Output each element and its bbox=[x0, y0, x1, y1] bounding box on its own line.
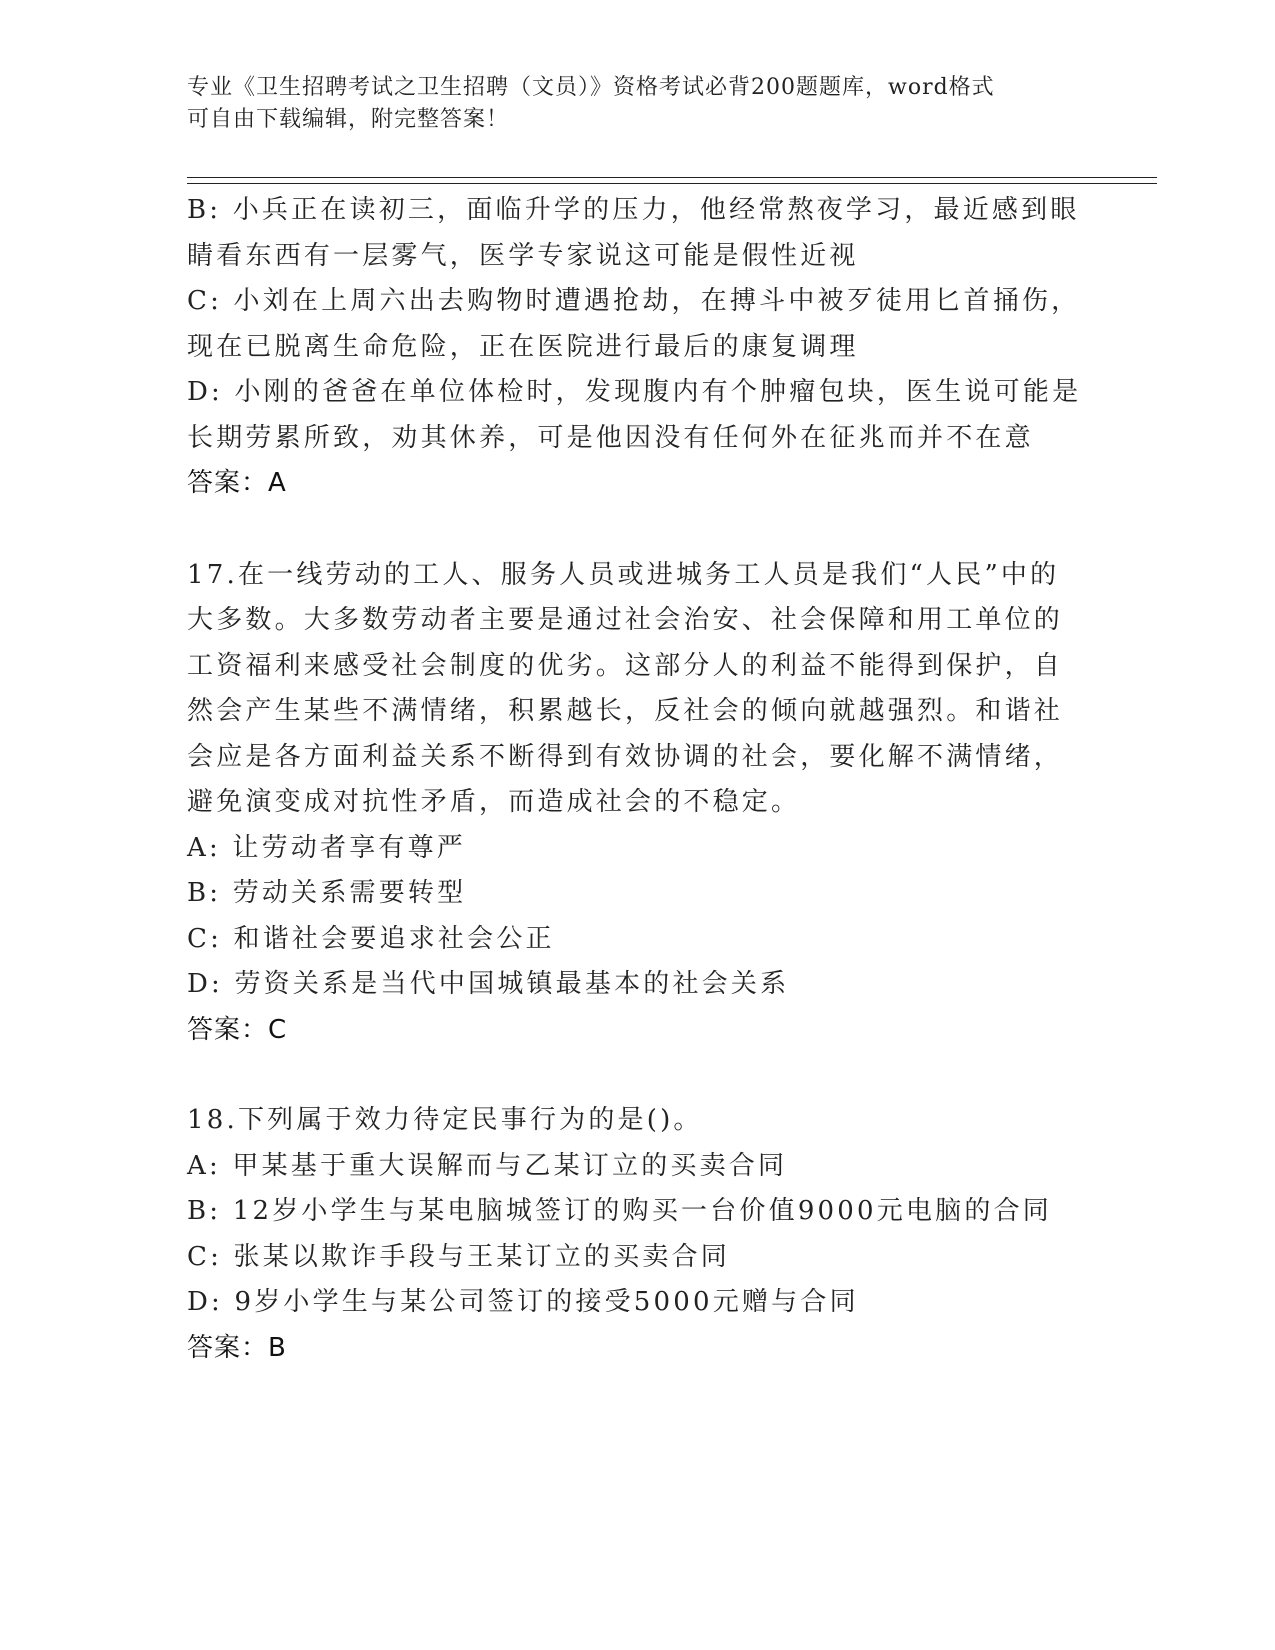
option-b-line-2: 睛看东西有一层雾气，医学专家说这可能是假性近视 bbox=[187, 240, 859, 271]
question-16-tail bbox=[187, 188, 1087, 507]
question-18 bbox=[187, 1098, 1087, 1371]
answer-18: 答案：B bbox=[187, 1332, 287, 1363]
option-d-line-1: D: 小刚的爸爸在单位体检时，发现腹内有个肿瘤包块，医生说可能是 bbox=[187, 377, 1082, 407]
header-divider-top bbox=[187, 177, 1157, 178]
question-17-stem-line-5: 会应是各方面利益关系不断得到有效协调的社会，要化解不满情绪， bbox=[187, 741, 1064, 772]
question-17 bbox=[187, 553, 1087, 1054]
option-d-line-2: 长期劳累所致，劝其休养，可是他因没有任何外在征兆而并不在意 bbox=[187, 422, 1034, 453]
answer-17: 答案：C bbox=[187, 1014, 288, 1045]
question-17-option-d: D: 劳资关系是当代中国城镇最基本的社会关系 bbox=[187, 969, 790, 999]
option-b-line-1: B: 小兵正在读初三，面临升学的压力，他经常熬夜学习，最近感到眼 bbox=[187, 195, 1080, 225]
header-line-1: 专业《卫生招聘考试之卫生招聘（文员）》资格考试必背200题题库，word格式 bbox=[187, 75, 995, 100]
question-17-stem-line-6: 避免演变成对抗性矛盾，而造成社会的不稳定。 bbox=[187, 787, 801, 817]
question-18-stem: 18.下列属于效力待定民事行为的是()。 bbox=[187, 1105, 703, 1135]
question-18-option-b: B: 12岁小学生与某电脑城签订的购买一台价值9000元电脑的合同 bbox=[187, 1196, 1052, 1226]
document-body bbox=[187, 188, 1087, 1371]
question-17-option-c: C: 和谐社会要追求社会公正 bbox=[187, 923, 555, 954]
question-17-stem-line-3: 工资福利来感受社会制度的优劣。这部分人的利益不能得到保护，自 bbox=[187, 650, 1064, 681]
question-17-option-b: B: 劳动关系需要转型 bbox=[187, 878, 467, 908]
spacer bbox=[187, 507, 1087, 553]
question-17-stem-line-2: 大多数。大多数劳动者主要是通过社会治安、社会保障和用工单位的 bbox=[187, 605, 1064, 635]
question-18-option-c: C: 张某以欺诈手段与王某订立的买卖合同 bbox=[187, 1241, 730, 1272]
header-divider-bottom bbox=[187, 183, 1157, 184]
option-c-line-1: C: 小刘在上周六出去购物时遭遇抢劫，在搏斗中被歹徒用匕首捅伤， bbox=[187, 286, 1081, 316]
question-18-option-d: D: 9岁小学生与某公司签订的接受5000元赠与合同 bbox=[187, 1287, 859, 1317]
header-line-2: 可自由下载编辑，附完整答案！ bbox=[187, 107, 510, 132]
answer-16: 答案：A bbox=[187, 468, 287, 498]
spacer bbox=[187, 1053, 1087, 1098]
question-17-option-a: A: 让劳动者享有尊严 bbox=[187, 832, 467, 863]
question-18-option-a: A: 甲某基于重大误解而与乙某订立的买卖合同 bbox=[187, 1150, 788, 1181]
option-c-line-2: 现在已脱离生命危险，正在医院进行最后的康复调理 bbox=[187, 331, 859, 362]
document-header bbox=[187, 72, 1067, 136]
question-17-stem-line-4: 然会产生某些不满情绪，积累越长，反社会的倾向就越强烈。和谐社 bbox=[187, 696, 1064, 726]
question-17-stem-line-1: 17.在一线劳动的工人、服务人员或进城务工人员是我们“人民”中的 bbox=[187, 559, 1060, 590]
